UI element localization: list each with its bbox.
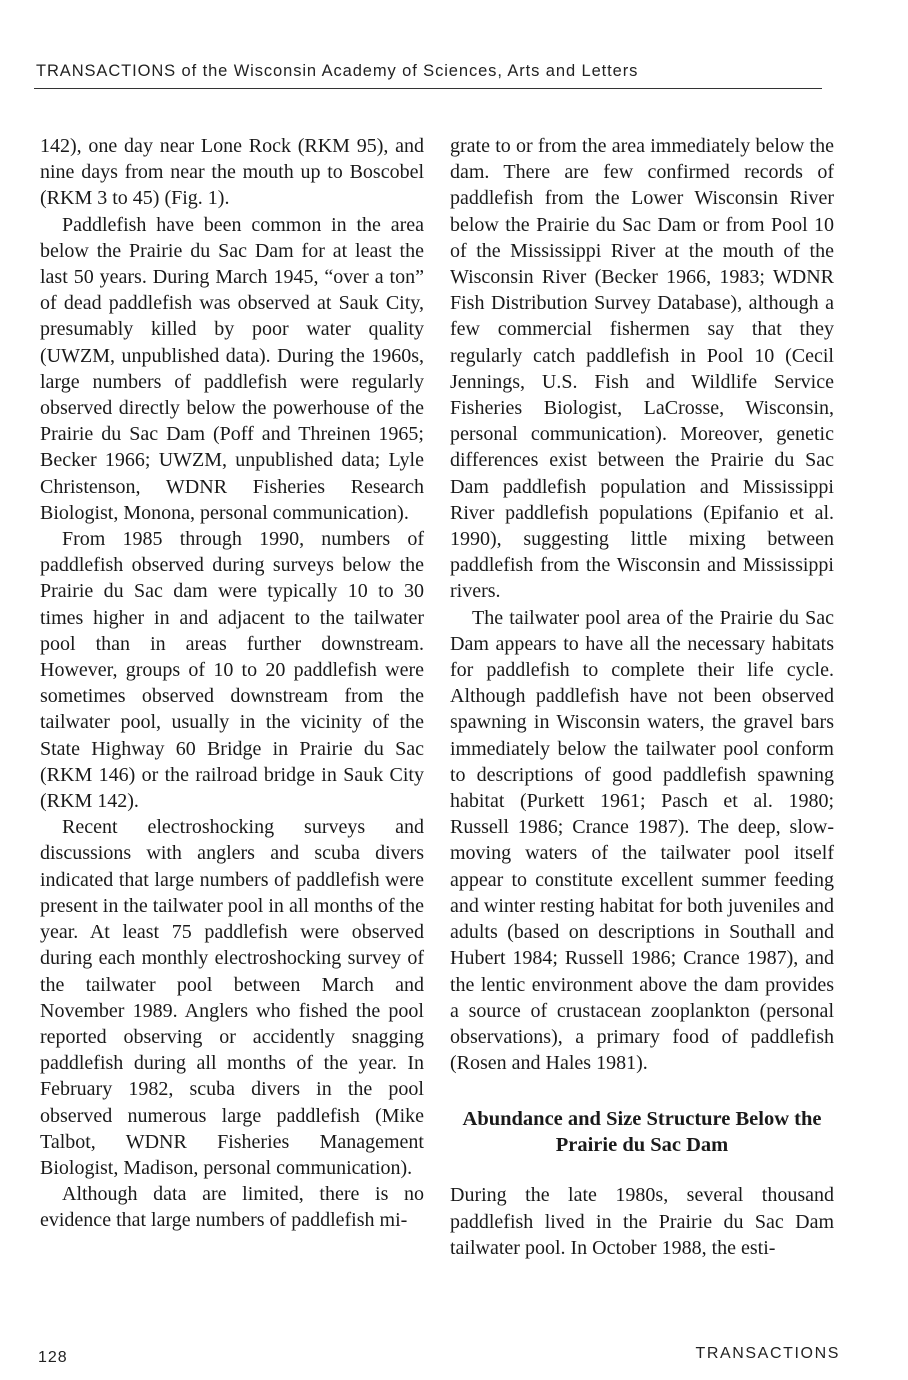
- page-number: 128: [38, 1349, 68, 1366]
- paragraph: From 1985 through 1990, numbers of paddlefish observed during surveys below the Prairie du Sac dam were typically 10 to 30 times higher in and adjacent to the tailwater pool than in areas further downstream. However, groups of 10 to 20 paddlefish were sometimes observed downstream from the tailwater pool, usually in the vicinity of the State Highway 60 Bridge in Prairie du Sac (RKM 146) or the railroad bridge in Sauk City (RKM 142).: [40, 528, 424, 813]
- paragraph: Recent electroshocking surveys and discussions with anglers and scuba divers indicated that large numbers of paddlefish were present in the tailwater pool in all months of the year. At least 75 paddlefish were observed during each monthly electroshocking survey of the tailwater pool between March and November 1989. Anglers who fished the pool reported observing or accidently snagging paddlefish during all months of the year. In February 1982, scuba divers in the pool observed numerous large paddlefish (Mike Talbot, WDNR Fisheries Management Biologist, Madison, personal communication).: [40, 816, 424, 1179]
- paragraph: During the late 1980s, several thousand paddlefish lived in the Prairie du Sac Dam tailwater pool. In October 1988, the esti-: [450, 1184, 834, 1259]
- paragraph: The tailwater pool area of the Prairie du Sac Dam appears to have all the necessary habitats for paddlefish to complete their life cycle. Although paddlefish have not been observed spawning in Wisconsin waters, the gravel bars immediately below the tailwater pool conform to descriptions of good paddlefish spawning habitat (Purkett 1961; Pasch et al. 1980; Russell 1986; Crance 1987). The deep, slow-moving waters of the tailwater pool itself appear to constitute excellent summer feeding and winter resting habitat for both juveniles and adults (based on descriptions in Southall and Hubert 1984; Russell 1986; Crance 1987), and the lentic environment above the dam provides a source of crustacean zooplankton (personal observations), a primary food of paddlefish (Rosen and Hales 1981).: [450, 606, 834, 1075]
- section-heading: Abundance and Size Structure Below the Prairie du Sac Dam: [462, 1108, 822, 1157]
- left-column: [40, 133, 424, 1234]
- header-rule: [34, 88, 822, 89]
- footer-journal-title: TRANSACTIONS: [695, 1345, 840, 1362]
- paragraph: grate to or from the area immediately below the dam. There are few confirmed records of paddlefish from the Lower Wisconsin River below the Prairie du Sac Dam or from Pool 10 of the Mississippi River at the mouth of the Wisconsin River (Becker 1966, 1983; WDNR Fish Distribution Survey Database), although a few commercial fishermen say that they regularly catch paddlefish in Pool 10 (Cecil Jennings, U.S. Fish and Wildlife Service Fisheries Biologist, LaCrosse, Wisconsin, personal communication). Moreover, genetic differences exist between the Prairie du Sac Dam paddlefish population and Mississippi River paddlefish populations (Epifanio et al. 1990), suggesting little mixing between paddlefish from the Wisconsin and Mississippi rivers.: [450, 135, 834, 603]
- paragraph: Although data are limited, there is no evidence that large numbers of paddlefish mi-: [40, 1183, 424, 1232]
- right-column: [450, 133, 834, 1261]
- running-head: TRANSACTIONS of the Wisconsin Academy of Sciences, Arts and Letters: [36, 62, 639, 80]
- paragraph: 142), one day near Lone Rock (RKM 95), and nine days from near the mouth up to Boscobel (RKM 3 to 45) (Fig. 1).: [40, 135, 424, 210]
- paragraph: Paddlefish have been common in the area below the Prairie du Sac Dam for at least the last 50 years. During March 1945, “over a ton” of dead paddlefish was observed at Sauk City, presumably killed by poor water quality (UWZM, unpublished data). During the 1960s, large numbers of paddlefish were regularly observed directly below the powerhouse of the Prairie du Sac Dam (Poff and Threinen 1965; Becker 1966; UWZM, unpublished data; Lyle Christenson, WDNR Fisheries Research Biologist, Monona, personal communication).: [40, 213, 424, 524]
